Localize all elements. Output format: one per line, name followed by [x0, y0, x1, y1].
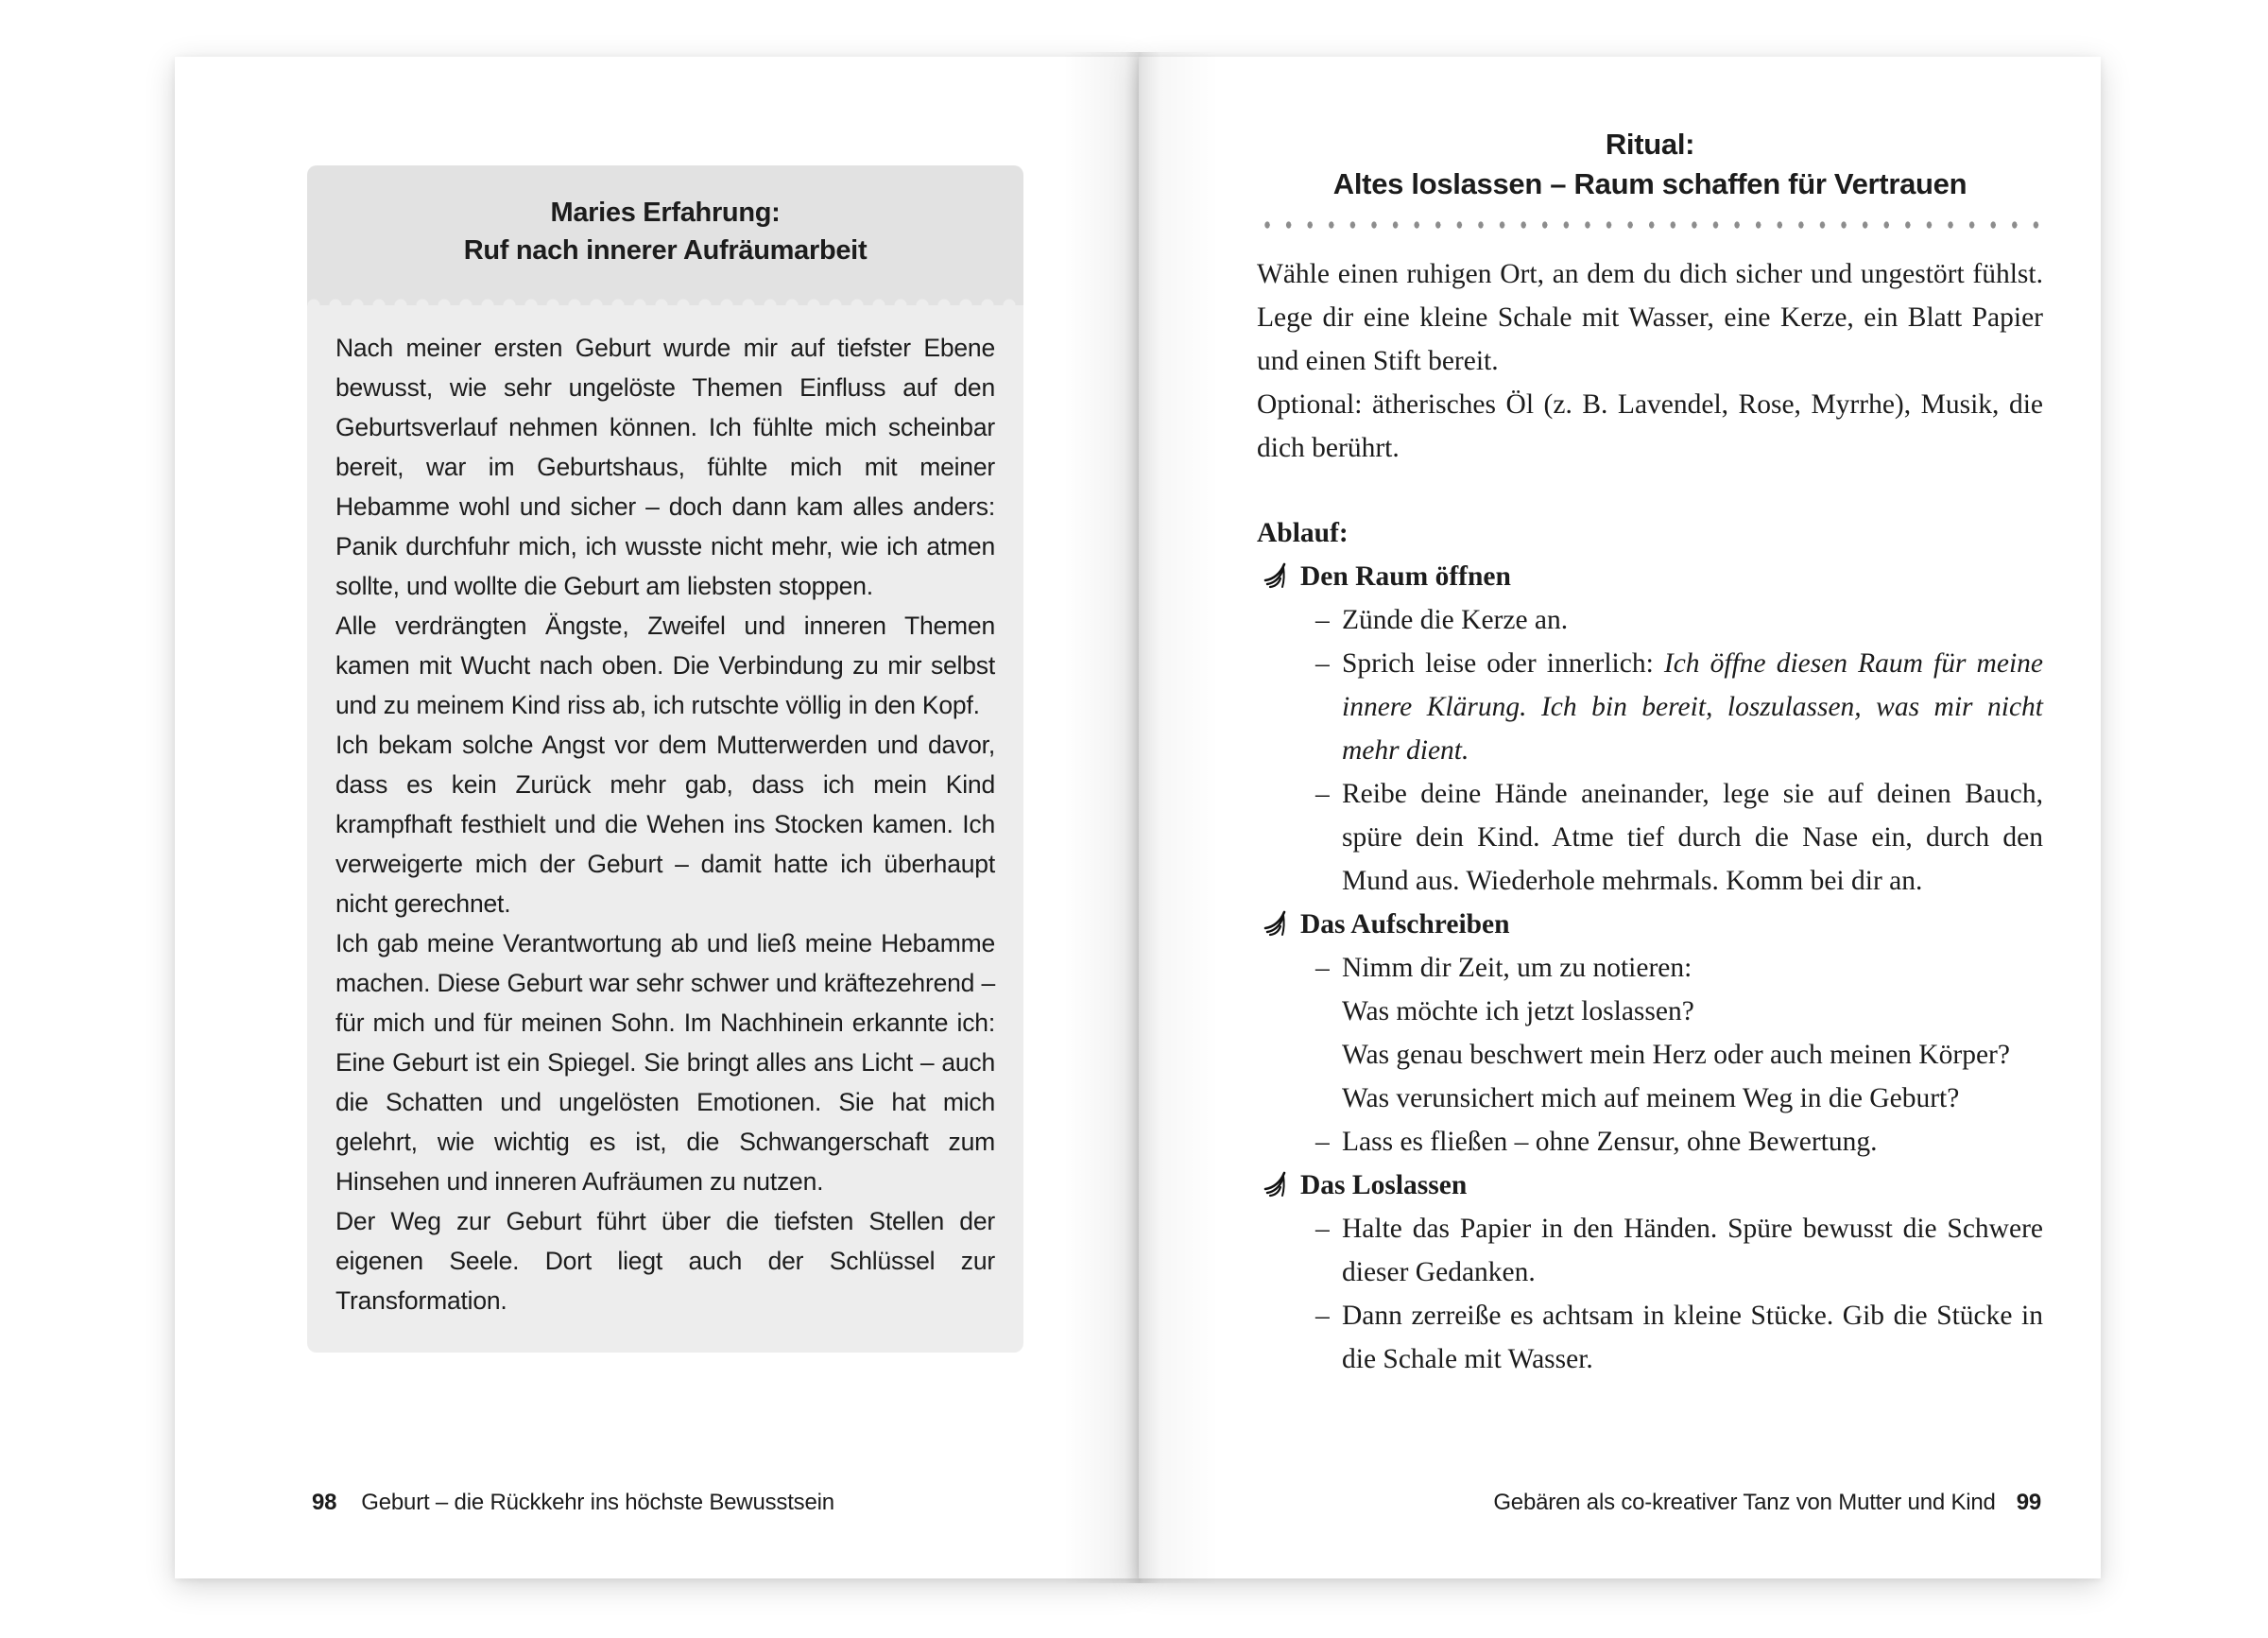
ritual-column: [1257, 125, 2043, 1381]
ritual-body: [1257, 252, 2043, 1381]
ritual-step: [1257, 1294, 2043, 1381]
step-text: Was möchte ich jetzt loslassen?: [1342, 996, 1694, 1026]
page-left: [175, 57, 1139, 1578]
dash-bullet: –: [1315, 1301, 1330, 1331]
story-box: [307, 165, 1023, 1353]
ablauf-label: Ablauf:: [1257, 518, 1349, 548]
story-paragraph: Ich gab meine Verantwortung ab und ließ meine Hebamme machen. Diese Geburt war sehr schwer und kräftezehrend – für mich und für meinen Sohn. Im Nachhinein erkannte ich: Eine Geburt ist ein Spiegel. Sie bringt alles ans Licht – auch die Schatten und ungelösten Emotionen. Sie hat mich gelehrt, wie wichtig es ist, die Schwangerschaft zum Hinsehen und inneren Aufräumen zu nutzen.: [335, 929, 995, 1196]
dash-bullet: –: [1315, 1214, 1330, 1244]
running-title: Gebären als co-kreativer Tanz von Mutter und Kind: [1493, 1490, 1996, 1515]
story-paragraph: Der Weg zur Geburt führt über die tiefsten Stellen der eigenen Seele. Dort liegt auch der Schlüssel zur Transformation.: [335, 1207, 995, 1315]
dash-bullet: –: [1315, 1127, 1330, 1157]
dash-bullet: –: [1315, 779, 1330, 809]
story-paragraph: Nach meiner ersten Geburt wurde mir auf tiefster Ebene bewusst, wie sehr ungelöste Themen Einfluss auf den Geburtsverlauf nehmen können. Ich fühlte mich scheinbar bereit, war im Geburtshaus, fühlte mich mit meiner Hebamme wohl und sicher – doch dann kam alles anders: Panik durchfuhr mich, ich wusste nicht mehr, wie ich atmen sollte, und wollte die Geburt am liebsten stoppen.: [335, 334, 995, 600]
running-title: Geburt – die Rückkehr ins höchste Bewusstsein: [361, 1490, 834, 1515]
ritual-step: [1257, 1207, 2043, 1294]
step-text: Sprich leise oder innerlich:: [1342, 648, 1664, 679]
step-text: Lass es fließen – ohne Zensur, ohne Bewertung.: [1342, 1127, 1878, 1157]
footer-left: [312, 1490, 834, 1516]
ritual-title-line2: Altes loslassen – Raum schaffen für Vertrauen: [1332, 167, 1967, 200]
ritual-step: [1257, 598, 2043, 642]
feather-icon: [1257, 909, 1300, 940]
ritual-step: [1257, 1033, 2043, 1077]
story-box-body: [307, 305, 1023, 1353]
story-paragraph: Ich bekam solche Angst vor dem Mutterwerden und davor, dass es kein Zurück mehr gab, dass ich mein Kind krampfhaft festhielt und die Wehen ins Stocken kamen. Ich verweigerte mich der Geburt – damit hatte ich überhaupt nicht gerechnet.: [335, 731, 995, 918]
step-text: Was genau beschwert mein Herz oder auch meinen Körper?: [1342, 1040, 2010, 1070]
ritual-section-heading: [1257, 903, 2043, 946]
ritual-intro-paragraph: Optional: ätherisches Öl (z. B. Lavendel, Rose, Myrrhe), Musik, die dich berührt.: [1257, 389, 2043, 463]
section-heading-text: Den Raum öffnen: [1300, 561, 1511, 592]
dash-bullet: –: [1315, 648, 1330, 679]
page-number: 99: [2016, 1490, 2041, 1515]
ritual-intro: [1257, 252, 2043, 470]
dash-bullet: –: [1315, 953, 1330, 983]
footer-right: [1493, 1490, 2041, 1516]
story-box-title-line1: Maries Erfahrung:: [550, 198, 781, 228]
step-text: Zünde die Kerze an.: [1342, 605, 1569, 635]
ritual-section-heading: [1257, 1164, 2043, 1207]
step-text: Nimm dir Zeit, um zu notieren:: [1342, 953, 1692, 983]
page-number: 98: [312, 1490, 337, 1515]
section-heading-text: Das Loslassen: [1300, 1170, 1468, 1200]
page-right: [1139, 57, 2101, 1578]
scalloped-divider: [307, 292, 1023, 305]
ritual-section-heading: [1257, 555, 2043, 598]
ritual-title: [1257, 125, 2043, 204]
step-text: Halte das Papier in den Händen. Spüre bewusst die Schwere dieser Gedanken.: [1342, 1214, 2043, 1287]
ritual-step: [1257, 946, 2043, 990]
section-heading-text: Das Aufschreiben: [1300, 909, 1510, 940]
step-text: Reibe deine Hände aneinander, lege sie auf deinen Bauch, spüre dein Kind. Atme tief durch die Nase ein, durch den Mund aus. Wiederhole mehrmals. Komm bei dir an.: [1342, 779, 2043, 896]
ritual-step: [1257, 990, 2043, 1033]
step-text: Dann zerreiße es achtsam in kleine Stücke. Gib die Stücke in die Schale mit Wasser.: [1342, 1301, 2043, 1374]
step-text: Was verunsichert mich auf meinem Weg in die Geburt?: [1342, 1083, 1960, 1113]
ritual-step: [1257, 642, 2043, 772]
ritual-step: [1257, 1077, 2043, 1120]
step-text-italic: Ich öffne diesen Raum für meine innere Klärung. Ich bin bereit, loszulassen, was mir nicht mehr dient.: [1342, 648, 2043, 766]
ritual-intro-paragraph: Wähle einen ruhigen Ort, an dem du dich sicher und ungestört fühlst. Lege dir eine kleine Schale mit Wasser, eine Kerze, ein Blatt Papier und einen Stift bereit.: [1257, 259, 2043, 376]
feather-icon: [1257, 561, 1300, 592]
dotted-divider: [1257, 219, 2043, 232]
feather-icon: [1257, 1170, 1300, 1200]
story-box-title-line2: Ruf nach innerer Aufräumarbeit: [463, 235, 868, 266]
story-box-title: [307, 165, 1023, 292]
dash-bullet: –: [1315, 605, 1330, 635]
story-paragraph: Alle verdrängten Ängste, Zweifel und inneren Themen kamen mit Wucht nach oben. Die Verbindung zu mir selbst und zu meinem Kind riss ab, ich rutschte völlig in den Kopf.: [335, 612, 995, 719]
ritual-title-line1: Ritual:: [1605, 128, 1695, 161]
ritual-step: [1257, 1120, 2043, 1164]
ritual-step: [1257, 772, 2043, 903]
ritual-sections: [1257, 555, 2043, 1381]
